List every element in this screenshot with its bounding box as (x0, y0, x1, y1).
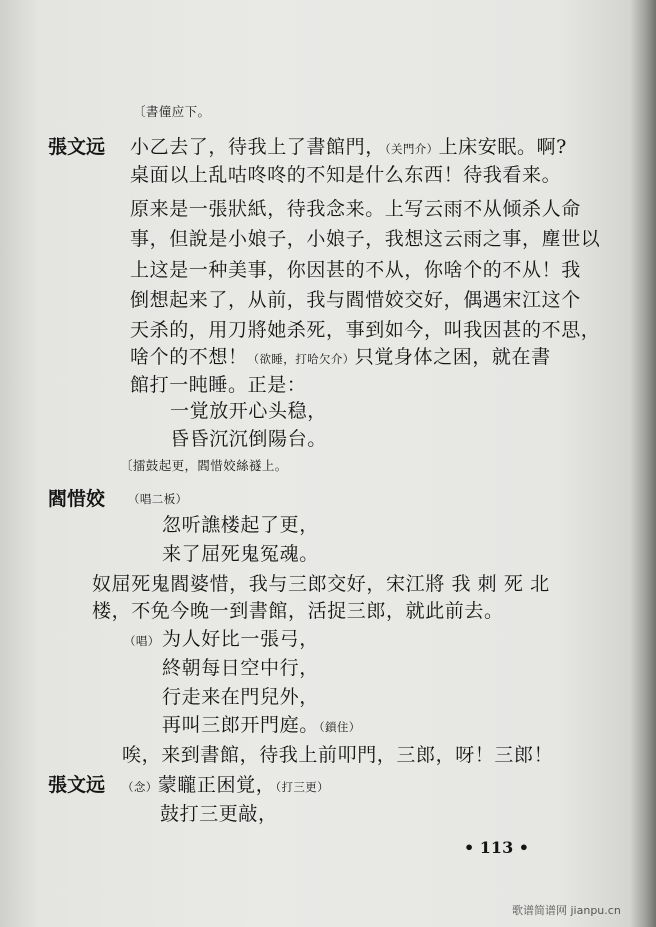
dialogue-line: 館打一盹睡。正是： (130, 374, 307, 396)
dialogue-line: 天杀的，用刀將她杀死，事到如今，叫我因甚的不思， (130, 319, 601, 341)
page-spine-shadow (630, 0, 656, 927)
verse-line: 終朝每日空中行， (162, 657, 319, 679)
dialogue-text: 小乙去了，待我上了書館門， (130, 136, 385, 158)
verse-line: 一覚放开心头稳， (170, 400, 327, 422)
aria-marker: （唱） (124, 634, 160, 648)
verse-line: 为人好比一張弓， (162, 628, 319, 650)
verse-text: 再叫三郎开門庭。 (162, 714, 319, 736)
speaker-zhang-wenyuan: 張文远 (48, 774, 106, 796)
dialogue-line: 奴屈死鬼閻婆惜，我与三郎交好，宋江將 我 刺 死 北 (92, 573, 550, 595)
dialogue-text: 上床安眠。啊? (438, 136, 567, 158)
dialogue-line: 上这是一种美事，你因甚的不从，你啥个的不从！我 (130, 259, 581, 281)
dialogue-text: 啥个的不想！ (130, 346, 248, 368)
verse-line: 昏昏沉沉倒陽台。 (170, 428, 327, 450)
verse-line: 忽听譙楼起了更， (162, 514, 319, 536)
dialogue-line: 桌面以上乱咕咚咚的不知是什么东西！待我看来。 (130, 164, 562, 186)
watermark: 歌谱简谱网 jianpu.cn (512, 904, 621, 917)
stage-direction: 〔擂鼓起更，閻惜姣絲襚上。 (120, 458, 288, 473)
verse-line: 来了屈死鬼冤魂。 (162, 543, 319, 565)
stage-note: （欲睡，打哈欠介） (247, 352, 355, 366)
dialogue-line (130, 138, 567, 157)
stage-note: （打三更） (275, 780, 330, 794)
dialogue-text: 只覚身体之困，就在書 (354, 346, 551, 368)
stage-note: （关門介） (384, 142, 439, 156)
verse-text: 蒙矓正困覚， (157, 774, 276, 796)
verse-line (162, 716, 361, 735)
dialogue-line: 倒想起来了，从前，我与閻惜姣交好，偶遇宋江这个 (130, 289, 581, 311)
speaker-zhang-wenyuan: 張文远 (48, 136, 106, 158)
recite-line (122, 776, 329, 795)
verse-line: 行走来在門兒外， (162, 686, 319, 708)
dialogue-line (130, 348, 551, 367)
recite-marker: （念） (122, 780, 158, 794)
dialogue-line: 唉，来到書館，待我上前叩門，三郎，呀！三郎！ (122, 744, 554, 766)
speaker-yan-xijiao: 閻惜姣 (48, 488, 106, 510)
dialogue-line: 楼，不免今晚一到書館，活捉三郎，就此前去。 (92, 600, 504, 622)
stage-note: （鎖住） (318, 720, 361, 734)
aria-marker: （唱二板） (128, 492, 188, 506)
dialogue-line: 事，但說是小娘子，小娘子，我想这云雨之事，塵世以 (130, 228, 601, 250)
page-number: • 113 • (464, 838, 529, 857)
dialogue-line: 原来是一張狀紙，待我念来。上写云雨不从倾杀人命 (130, 198, 581, 220)
verse-line: 鼓打三更敲， (160, 803, 278, 825)
stage-direction: 〔書僮应下。 (133, 104, 211, 119)
